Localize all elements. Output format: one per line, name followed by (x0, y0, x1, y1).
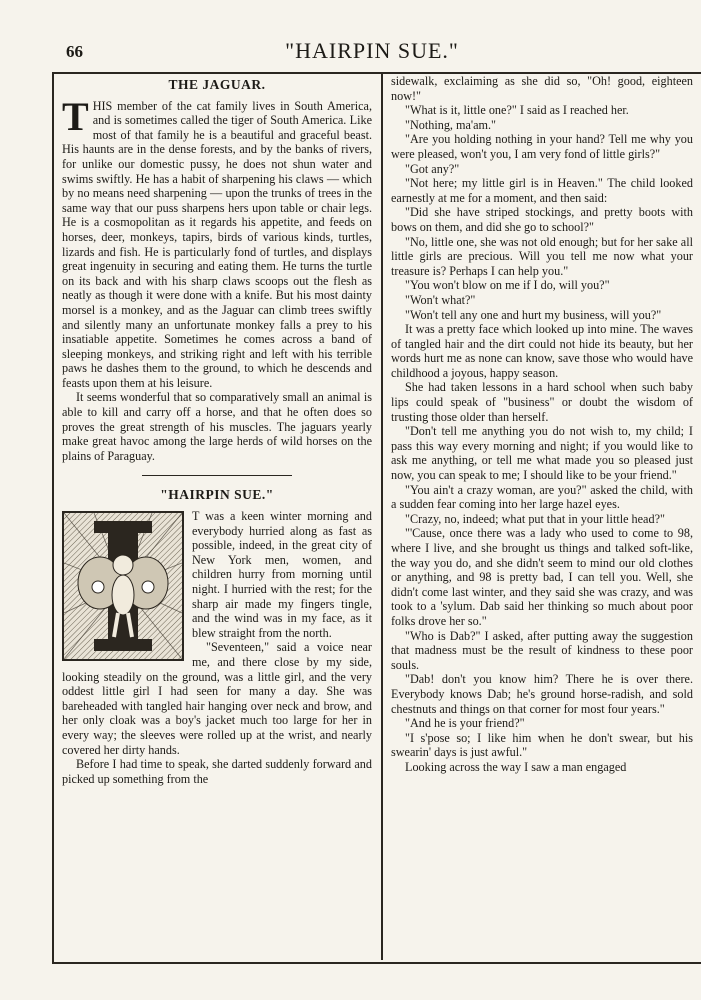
jaguar-paragraph-1-text: HIS member of the cat family lives in South America, and is sometimes called the tiger of South America. Like most of that family he is a beautiful and graceful beast. His haunts are in the dense forests, and by the banks of rivers, for unlike our domestic pussy, he does not shun water and swims swiftly. He has a habit of sharpening his claws — which by no means need sharpening — upon the trunks of trees in the same way that our puss sharpens hers upon table or chair legs. He is a cosmopolitan as it regards his appetite, and feeds on horses, deer, monkeys, tapirs, birds of various kinds, turtles, lizards and fish. He is particularly fond of turtles, and displays great ingenuity in securing and eating them. He turns the turtle on its back and with his sharp claws scoops out the flesh as neatly as though it were done with a knife. But his most dainty morsel is a monkey, and as the Jaguar can climb trees swiftly and silently many an unfortunate monkey falls a prey to his insatiable appetite. Sometimes he comes across a band of sleeping monkeys, and striking right and left with his terrible paws he dashes them to the ground, to which he descends and feasts upon them at his leisure. (62, 98, 372, 390)
page-number: 66 (66, 42, 83, 61)
right-paragraph-11: "Won't tell any one and hurt my business, will you?" (405, 307, 662, 322)
right-paragraph-20: "And he is your friend?" (405, 716, 525, 731)
illustrated-initial-image (62, 511, 184, 661)
right-paragraph-4: "Are you holding nothing in your hand? Tell me why you were pleased, won't you, I am very fond of little girls?" (391, 132, 693, 161)
section-rule (142, 475, 292, 476)
right-paragraph-2: "What is it, little one?" I said as I reached her. (405, 103, 629, 118)
jaguar-dropcap: T (62, 93, 89, 139)
right-paragraph-1: sidewalk, exclaiming as she did so, "Oh! good, eighteen now!" (391, 74, 693, 103)
right-paragraph-9: "You won't blow on me if I do, will you?" (405, 278, 610, 293)
right-paragraph-3: "Nothing, ma'am." (405, 117, 497, 132)
right-paragraph-15: "You ain't a crazy woman, are you?" asked the child, with a sudden fear coming into her large hazel eyes. (391, 482, 693, 512)
story-paragraph-2: "Seventeen," said a voice near me, and there close by my side, looking steadily on the ground, was a little girl, and the very oddest little girl I had seen for many a day. She was bareheaded with tangled hair hanging over neck and brow, and her only cloak was a boy's jacket much too large for her in every way; the sleeves were rolled up at the wrist, and nearly covered her dirty hands. (62, 640, 372, 757)
right-column (391, 74, 693, 775)
right-paragraph-14: "Don't tell me anything you do not wish to, my child; I pass this way every morning and night; if you would like to ask me anything, or tell me what made you so pleased just now, you can speak to me; I should like to be your friend." (391, 424, 693, 483)
right-paragraph-21: "I s'pose so; I like him when he don't swear, but his swearin' days is just awful." (391, 730, 693, 760)
right-paragraph-7: "Did she have striped stockings, and pretty boots with bows on them, and did she go to school?" (391, 205, 693, 234)
right-paragraph-16: "Crazy, no, indeed; what put that in your little head?" (405, 511, 665, 526)
page-header (52, 32, 692, 64)
left-column (62, 74, 372, 786)
story-paragraph-1-text: T was a keen winter morning and everybody hurried along as fast as possible, indeed, in the great city of New York men, women, and children hurry from morning until night. I hurried with the rest; for the sharp air made my fingers tingle, and the wind was in my face, as it blew straight from the north. (192, 509, 372, 640)
story-paragraph-3: Before I had time to speak, she darted suddenly forward and picked up something from the (62, 757, 372, 786)
right-paragraph-18: "Who is Dab?" I asked, after putting away the suggestion that madness must be the result of kindness to these poor souls. (391, 628, 693, 672)
right-paragraph-8: "No, little one, she was not old enough; but for her sake all little girls are precious. Will you tell me now what your treasure is? Perhaps I can help you." (391, 234, 693, 278)
right-paragraph-22: Looking across the way I saw a man engaged (405, 759, 627, 774)
right-paragraph-10: "Won't what?" (405, 292, 476, 307)
right-paragraph-13: She had taken lessons in a hard school when such baby lips could speak of "business" or doubt the wisdom of trusting those older than herself. (391, 380, 693, 424)
story-title: "HAIRPIN SUE." (160, 487, 274, 503)
right-paragraph-6: "Not here; my little girl is in Heaven." The child looked earnestly at me for a moment, and then said: (391, 176, 693, 205)
illustrated-initial-drawing (64, 513, 182, 659)
jaguar-title: THE JAGUAR. (168, 77, 266, 92)
jaguar-paragraph-2: It seems wonderful that so comparatively small an animal is able to kill and carry off a horse, and that he often does so proves the great strength of his muscles. The jaguars yearly make great havoc among the large herds of wild horses on the plains of Paraguay. (62, 390, 372, 463)
column-divider (381, 72, 383, 960)
right-paragraph-17: "'Cause, once there was a lady who used to come to 98, where I live, and she brought us things and talked soft-like, the way you do, and she didn't seem to mind our old clothes or anything, and 98 is pretty bad, I can tell you. Well, she didn't come last winter, and they said she was crazy, and was took to a 'sylum. Dab said her thinking so much about poor folks drove her so." (391, 526, 693, 628)
jaguar-paragraph-1 (62, 93, 372, 391)
right-paragraph-5: "Got any?" (405, 161, 460, 176)
running-title: "HAIRPIN SUE." (285, 38, 459, 63)
right-paragraph-19: "Dab! don't you know him? There he is over there. Everybody knows Dab; he's ground horse-radish, and sold chestnuts and things on that corner for most four years." (391, 672, 693, 716)
right-paragraph-12: It was a pretty face which looked up into mine. The waves of tangled hair and the dirt could not hide its beauty, but her words hurt me as none can know, save those who would have childhood a joyous, happy season. (391, 322, 693, 380)
